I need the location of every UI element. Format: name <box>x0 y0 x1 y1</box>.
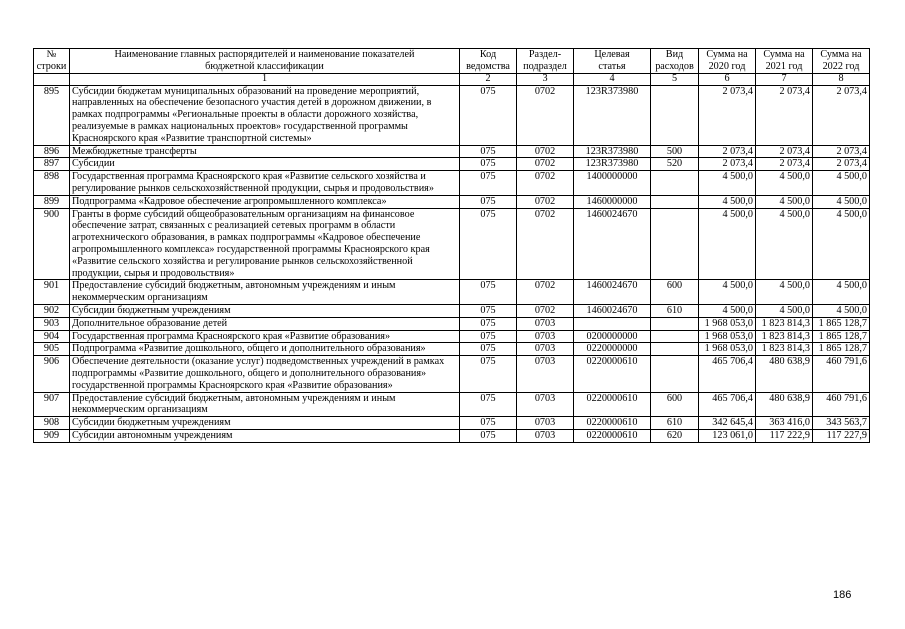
cell-csr: 0220000610 <box>574 429 651 442</box>
column-number-empty <box>34 73 70 85</box>
cell-name: Предоставление субсидий бюджетным, автономным учреждениям и иным некоммерческим организациям <box>70 392 460 417</box>
cell-ved: 075 <box>460 417 517 430</box>
document-page <box>33 48 869 443</box>
cell-row-no: 899 <box>34 195 70 208</box>
cell-vr <box>651 343 699 356</box>
cell-name: Субсидии бюджетным учреждениям <box>70 304 460 317</box>
column-number: 6 <box>699 73 756 85</box>
cell-csr: 1460024670 <box>574 208 651 280</box>
table-row <box>34 85 870 145</box>
cell-sum-2022: 4 500,0 <box>813 280 870 305</box>
cell-sum-2020: 2 073,4 <box>699 145 756 158</box>
cell-vr <box>651 85 699 145</box>
cell-vr: 600 <box>651 280 699 305</box>
header-name: Наименование главных распорядителей и наименование показателей бюджетной классификации <box>70 49 460 74</box>
table-body <box>34 85 870 442</box>
cell-sum-2021: 2 073,4 <box>756 158 813 171</box>
cell-ved: 075 <box>460 195 517 208</box>
cell-ved: 075 <box>460 85 517 145</box>
table-row <box>34 208 870 280</box>
table-header <box>34 49 870 86</box>
cell-sum-2020: 4 500,0 <box>699 195 756 208</box>
cell-csr: 123R373980 <box>574 145 651 158</box>
cell-razdel: 0703 <box>517 343 574 356</box>
cell-row-no: 895 <box>34 85 70 145</box>
budget-table <box>33 48 870 443</box>
cell-name: Предоставление субсидий бюджетным, автономным учреждениям и иным некоммерческим организациям <box>70 280 460 305</box>
header-csr: Целевая статья <box>574 49 651 74</box>
cell-razdel: 0703 <box>517 317 574 330</box>
cell-razdel: 0702 <box>517 208 574 280</box>
cell-csr: 0220000610 <box>574 356 651 392</box>
cell-razdel: 0703 <box>517 429 574 442</box>
cell-sum-2022: 4 500,0 <box>813 304 870 317</box>
cell-sum-2021: 2 073,4 <box>756 85 813 145</box>
cell-ved: 075 <box>460 343 517 356</box>
cell-sum-2021: 363 416,0 <box>756 417 813 430</box>
table-row <box>34 317 870 330</box>
column-number: 1 <box>70 73 460 85</box>
cell-sum-2020: 4 500,0 <box>699 304 756 317</box>
cell-razdel: 0703 <box>517 417 574 430</box>
cell-ved: 075 <box>460 317 517 330</box>
header-sum-2020: Сумма на 2020 год <box>699 49 756 74</box>
cell-csr: 1460024670 <box>574 304 651 317</box>
cell-sum-2020: 1 968 053,0 <box>699 343 756 356</box>
cell-vr <box>651 330 699 343</box>
table-row <box>34 158 870 171</box>
cell-sum-2020: 2 073,4 <box>699 158 756 171</box>
cell-csr: 0220000610 <box>574 417 651 430</box>
column-number: 8 <box>813 73 870 85</box>
cell-vr: 610 <box>651 304 699 317</box>
cell-razdel: 0702 <box>517 195 574 208</box>
cell-row-no: 896 <box>34 145 70 158</box>
header-razdel: Раздел- подраздел <box>517 49 574 74</box>
cell-sum-2021: 1 823 814,3 <box>756 317 813 330</box>
cell-sum-2022: 1 865 128,7 <box>813 343 870 356</box>
header-ved: Код ведомства <box>460 49 517 74</box>
cell-name: Дополнительное образование детей <box>70 317 460 330</box>
cell-vr <box>651 208 699 280</box>
cell-sum-2021: 480 638,9 <box>756 392 813 417</box>
cell-sum-2021: 4 500,0 <box>756 304 813 317</box>
cell-name: Обеспечение деятельности (оказание услуг) подведомственных учреждений в рамках подпрограммы «Развитие дошкольного, общего и дополнительного образования» государственной программы Красноярского края «Развитие образования» <box>70 356 460 392</box>
cell-row-no: 909 <box>34 429 70 442</box>
cell-csr: 0220000610 <box>574 392 651 417</box>
cell-vr: 620 <box>651 429 699 442</box>
table-row <box>34 429 870 442</box>
cell-razdel: 0702 <box>517 171 574 196</box>
cell-name: Субсидии <box>70 158 460 171</box>
cell-row-no: 900 <box>34 208 70 280</box>
cell-vr <box>651 317 699 330</box>
cell-name: Государственная программа Красноярского края «Развитие сельского хозяйства и регулирование рынков сельскохозяйственной продукции, сырья и продовольствия» <box>70 171 460 196</box>
cell-vr: 500 <box>651 145 699 158</box>
cell-sum-2022: 4 500,0 <box>813 208 870 280</box>
cell-vr <box>651 356 699 392</box>
cell-ved: 075 <box>460 356 517 392</box>
cell-vr: 600 <box>651 392 699 417</box>
cell-razdel: 0703 <box>517 356 574 392</box>
column-number: 4 <box>574 73 651 85</box>
cell-razdel: 0702 <box>517 145 574 158</box>
cell-name: Подпрограмма «Развитие дошкольного, общего и дополнительного образования» <box>70 343 460 356</box>
cell-vr: 520 <box>651 158 699 171</box>
cell-vr: 610 <box>651 417 699 430</box>
cell-razdel: 0703 <box>517 392 574 417</box>
cell-row-no: 907 <box>34 392 70 417</box>
cell-sum-2020: 1 968 053,0 <box>699 317 756 330</box>
cell-sum-2021: 117 222,9 <box>756 429 813 442</box>
cell-sum-2020: 4 500,0 <box>699 280 756 305</box>
cell-row-no: 903 <box>34 317 70 330</box>
cell-row-no: 898 <box>34 171 70 196</box>
cell-row-no: 905 <box>34 343 70 356</box>
table-row <box>34 195 870 208</box>
cell-name: Гранты в форме субсидий общеобразовательным организациям на финансовое обеспечение затрат, связанных с реализацией сетевых программ в области агротехнического образования, в рамках подпрограммы «Кадровое обеспечение агропромышленного комплекса» государственной программы Красноярского края «Развитие сельского хозяйства и регулирование рынков сельскохозяйственной продукции, сырья и продовольствия» <box>70 208 460 280</box>
column-number-row <box>34 73 870 85</box>
column-number: 7 <box>756 73 813 85</box>
cell-row-no: 902 <box>34 304 70 317</box>
cell-sum-2022: 117 227,9 <box>813 429 870 442</box>
table-row <box>34 417 870 430</box>
cell-sum-2020: 465 706,4 <box>699 392 756 417</box>
cell-sum-2020: 342 645,4 <box>699 417 756 430</box>
cell-ved: 075 <box>460 208 517 280</box>
cell-sum-2021: 1 823 814,3 <box>756 330 813 343</box>
cell-ved: 075 <box>460 429 517 442</box>
cell-razdel: 0702 <box>517 85 574 145</box>
cell-ved: 075 <box>460 330 517 343</box>
cell-csr: 1460024670 <box>574 280 651 305</box>
cell-name: Субсидии автономным учреждениям <box>70 429 460 442</box>
cell-sum-2020: 1 968 053,0 <box>699 330 756 343</box>
cell-name: Субсидии бюджетам муниципальных образований на проведение мероприятий, направленных на обеспечение безопасного участия детей в дорожном движении, в рамках подпрограммы «Региональные проекты в области дорожного хозяйства, реализуемые в рамках национальных проектов» государственной программы Красноярского края «Развитие транспортной системы» <box>70 85 460 145</box>
table-row <box>34 145 870 158</box>
cell-csr: 123R373980 <box>574 85 651 145</box>
cell-sum-2022: 4 500,0 <box>813 195 870 208</box>
cell-sum-2021: 4 500,0 <box>756 280 813 305</box>
cell-sum-2020: 4 500,0 <box>699 171 756 196</box>
cell-sum-2020: 4 500,0 <box>699 208 756 280</box>
cell-name: Субсидии бюджетным учреждениям <box>70 417 460 430</box>
cell-sum-2022: 460 791,6 <box>813 356 870 392</box>
header-sum-2021: Сумма на 2021 год <box>756 49 813 74</box>
column-number: 3 <box>517 73 574 85</box>
cell-razdel: 0702 <box>517 158 574 171</box>
cell-sum-2021: 4 500,0 <box>756 195 813 208</box>
cell-csr <box>574 317 651 330</box>
cell-vr <box>651 195 699 208</box>
header-vr: Вид расходов <box>651 49 699 74</box>
cell-csr: 123R373980 <box>574 158 651 171</box>
cell-sum-2022: 2 073,4 <box>813 158 870 171</box>
page-number: 186 <box>833 589 852 601</box>
cell-row-no: 897 <box>34 158 70 171</box>
cell-ved: 075 <box>460 158 517 171</box>
table-row <box>34 392 870 417</box>
cell-sum-2022: 2 073,4 <box>813 85 870 145</box>
cell-csr: 0200000000 <box>574 330 651 343</box>
cell-ved: 075 <box>460 304 517 317</box>
cell-sum-2022: 1 865 128,7 <box>813 317 870 330</box>
cell-row-no: 908 <box>34 417 70 430</box>
column-number: 2 <box>460 73 517 85</box>
cell-row-no: 901 <box>34 280 70 305</box>
cell-sum-2020: 2 073,4 <box>699 85 756 145</box>
cell-sum-2022: 343 563,7 <box>813 417 870 430</box>
cell-csr: 1400000000 <box>574 171 651 196</box>
cell-ved: 075 <box>460 145 517 158</box>
cell-sum-2020: 123 061,0 <box>699 429 756 442</box>
cell-razdel: 0703 <box>517 330 574 343</box>
table-row <box>34 343 870 356</box>
header-sum-2022: Сумма на 2022 год <box>813 49 870 74</box>
cell-sum-2020: 465 706,4 <box>699 356 756 392</box>
cell-sum-2022: 1 865 128,7 <box>813 330 870 343</box>
table-row <box>34 280 870 305</box>
cell-sum-2021: 2 073,4 <box>756 145 813 158</box>
table-row <box>34 330 870 343</box>
cell-ved: 075 <box>460 280 517 305</box>
cell-sum-2021: 4 500,0 <box>756 208 813 280</box>
table-row <box>34 171 870 196</box>
column-number: 5 <box>651 73 699 85</box>
cell-csr: 0220000000 <box>574 343 651 356</box>
cell-name: Государственная программа Красноярского края «Развитие образования» <box>70 330 460 343</box>
table-row <box>34 356 870 392</box>
cell-vr <box>651 171 699 196</box>
cell-sum-2021: 1 823 814,3 <box>756 343 813 356</box>
cell-sum-2022: 4 500,0 <box>813 171 870 196</box>
cell-ved: 075 <box>460 171 517 196</box>
cell-sum-2021: 480 638,9 <box>756 356 813 392</box>
cell-row-no: 906 <box>34 356 70 392</box>
cell-name: Подпрограмма «Кадровое обеспечение агропромышленного комплекса» <box>70 195 460 208</box>
cell-razdel: 0702 <box>517 304 574 317</box>
cell-row-no: 904 <box>34 330 70 343</box>
cell-ved: 075 <box>460 392 517 417</box>
cell-sum-2022: 460 791,6 <box>813 392 870 417</box>
cell-name: Межбюджетные трансферты <box>70 145 460 158</box>
cell-sum-2022: 2 073,4 <box>813 145 870 158</box>
table-row <box>34 304 870 317</box>
cell-razdel: 0702 <box>517 280 574 305</box>
cell-sum-2021: 4 500,0 <box>756 171 813 196</box>
cell-csr: 1460000000 <box>574 195 651 208</box>
header-row-no: № строки <box>34 49 70 74</box>
